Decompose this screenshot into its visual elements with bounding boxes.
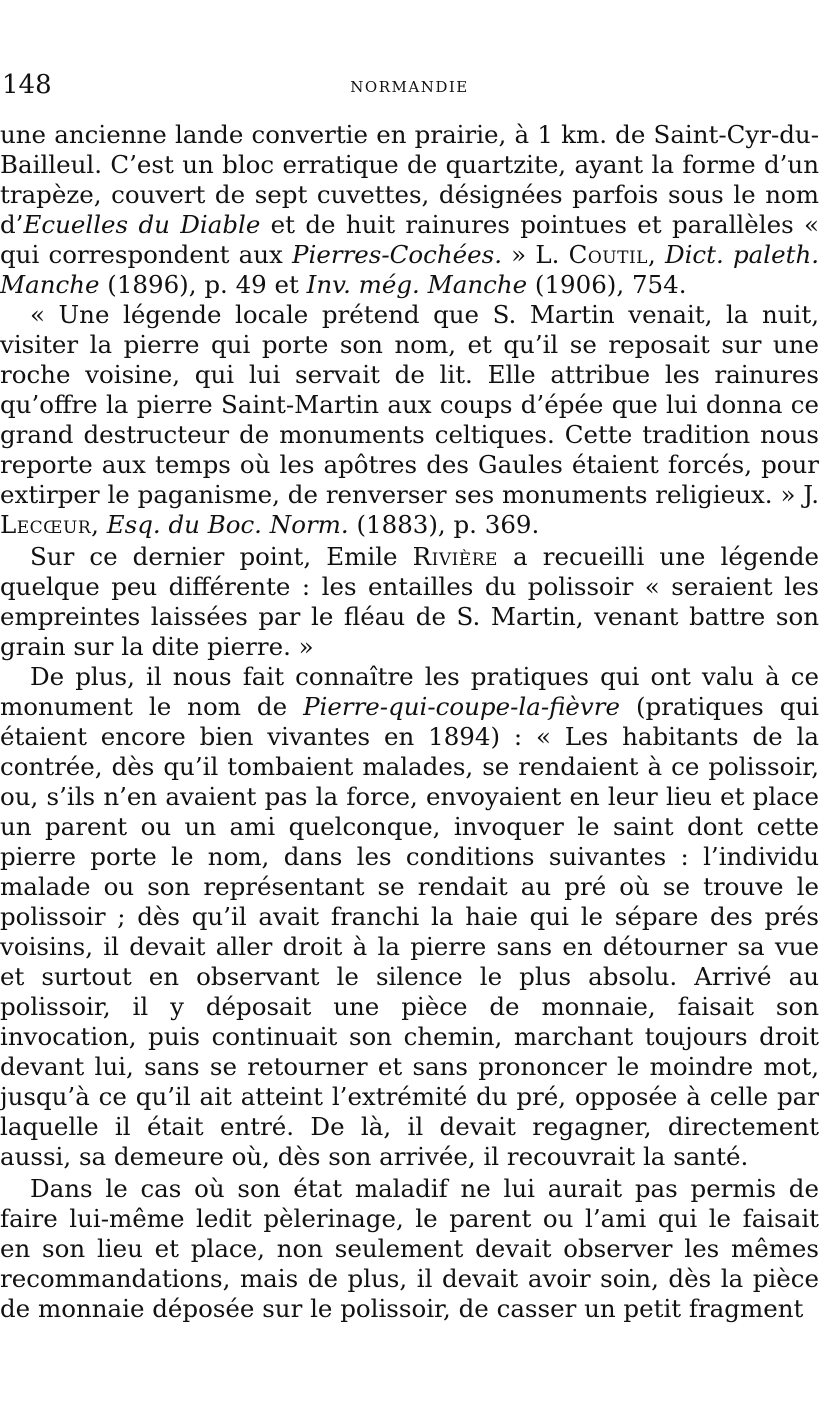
work-title: Ecuelles du Diable <box>23 210 261 239</box>
paragraph-3: Sur ce dernier point, Emile Rivière a recueilli une légende quelque peu différente : les entailles du polissoir « seraient les empreintes laissées par le fléau de S. Martin, venant battre son grain sur la dite pierre. » <box>0 542 819 661</box>
paragraph-5: Dans le cas où son état maladif ne lui aurait pas permis de faire lui-même ledit pèlerinage, le parent ou l’ami qui le faisait en son lieu et place, non seulement devait observer les mêmes recommandations, mais de plus, il devait avoir soin, dès la pièce de monnaie déposée sur le polissoir, de casser un petit fragment <box>0 1174 819 1323</box>
work-title: Pierre-qui-coupe-la-fièvre <box>303 692 620 721</box>
work-title: Esq. du Boc. Norm. <box>106 510 349 539</box>
work-title: Pierres-Cochées. <box>292 240 502 269</box>
page-header <box>0 68 819 102</box>
author-name: Coutil <box>568 240 648 269</box>
body-text <box>0 120 819 1324</box>
paragraph-4: De plus, il nous fait connaître les pratiques qui ont valu à ce monument le nom de Pierre-qui-coupe-la-fièvre (pratiques qui étaient encore bien vivantes en 1894) : « Les habitants de la contrée, dès qu’il tombaient malades, se rendaient à ce polissoir, ou, s’ils n’en avaient pas la force, envoyaient en leur lieu et place un parent ou un ami quelconque, invoquer le saint dont cette pierre porte le nom, dans les conditions suivantes : l’individu malade ou son représentant se rendait au pré où se trouve le polissoir ; dès qu’il avait franchi la haie qui le sépare des prés voisins, il devait aller droit à la pierre sans en détourner sa vue et surtout en observant le silence le plus absolu. Arrivé au polissoir, il y déposait une pièce de monnaie, faisait son invocation, puis continuait son chemin, marchant toujours droit devant lui, sans se retourner et sans prononcer le moindre mot, jusqu’à ce qu’il ait atteint l’extrémité du pré, opposée à celle par laquelle il était entré. De là, il devait regagner, directement aussi, sa demeure où, dès son arrivée, il recouvrait la santé. <box>0 662 819 1171</box>
work-title: Inv. még. Manche <box>306 270 528 299</box>
author-name: Lecœur <box>0 510 92 539</box>
running-title: NORMANDIE <box>350 78 469 96</box>
page-number: 148 <box>2 70 52 100</box>
work-title: Dict. paleth. Manche <box>0 240 819 299</box>
author-name: Rivière <box>412 542 498 571</box>
paragraph-2: « Une légende locale prétend que S. Martin venait, la nuit, visiter la pierre qui porte son nom, et qu’il se reposait sur une roche voisine, qui lui servait de lit. Elle attribue les rainures qu’offre la pierre Saint-Martin aux coups d’épée que lui donna ce grand destructeur de monuments celtiques. Cette tradition nous reporte aux temps où les apôtres des Gaules étaient forcés, pour extirper le paganisme, de renverser ses monuments religieux. » J. Lecœur, Esq. du Boc. Norm. (1883), p. 369. <box>0 300 819 539</box>
paragraph-1: une ancienne lande convertie en prairie, à 1 km. de Saint-Cyr-du-Bailleul. C’est un bloc erratique de quartzite, ayant la forme d’un trapèze, couvert de sept cuvettes, désignées parfois sous le nom d’Ecuelles du Diable et de huit rainures pointues et parallèles « qui correspondent aux Pierres-Cochées. » L. Coutil, Dict. paleth. Manche (1896), p. 49 et Inv. még. Manche (1906), 754. <box>0 120 819 299</box>
